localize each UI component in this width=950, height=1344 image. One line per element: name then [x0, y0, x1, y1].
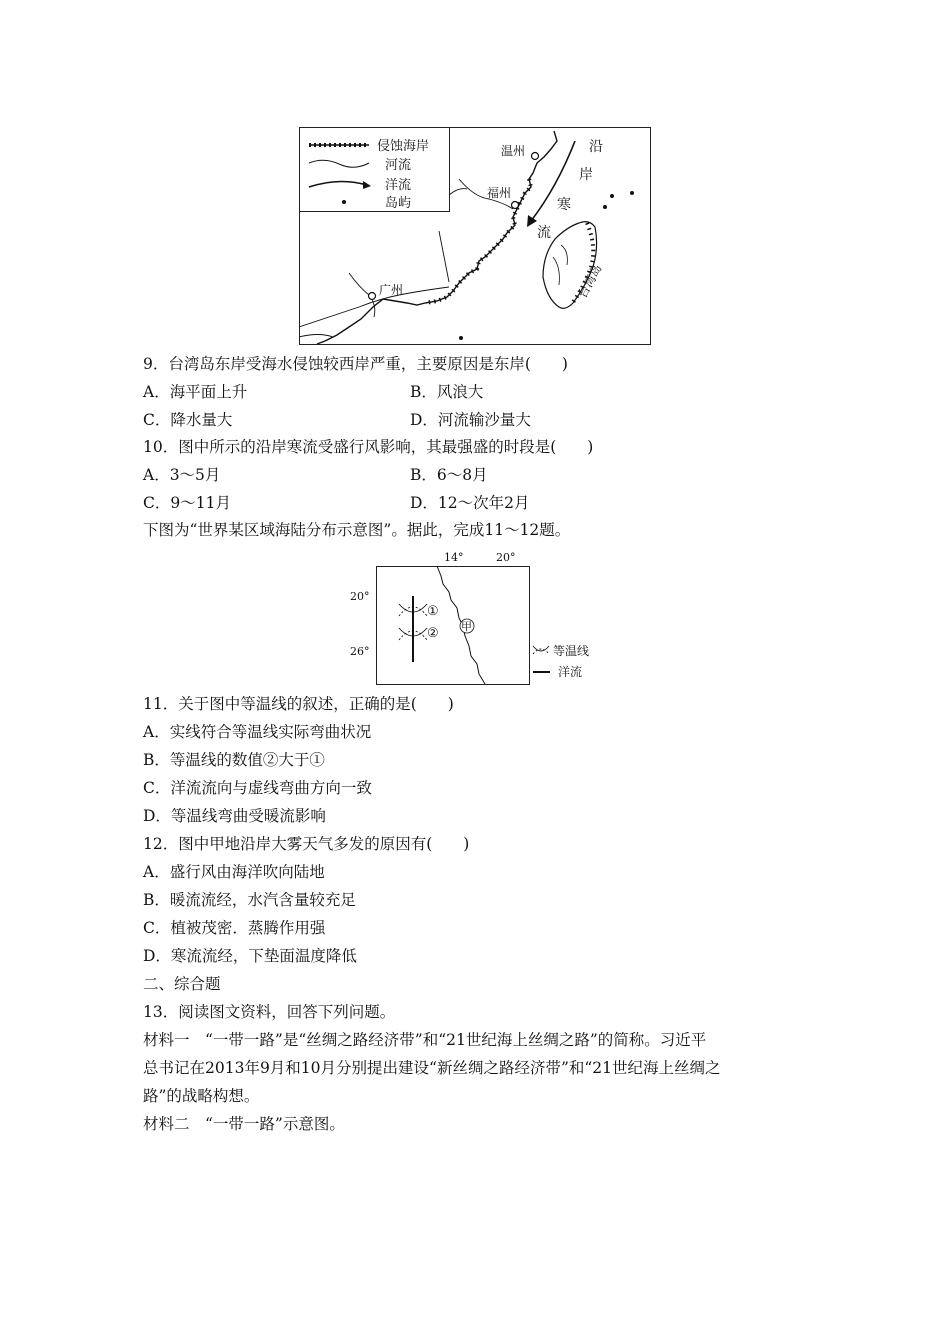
coast-erosion-map	[299, 127, 651, 345]
q10-option-d: D．12～次年2月	[410, 494, 530, 512]
svg-text:等温线: 等温线	[553, 644, 590, 658]
question-10-stem: 10．图中所示的沿岸寒流受盛行风影响，其最强盛的时段是( )	[143, 438, 594, 456]
svg-text:河流: 河流	[385, 158, 412, 173]
island-dot	[630, 191, 634, 195]
place-jia: 甲	[461, 620, 472, 633]
intro-map2: 下图为“世界某区域海陆分布示意图”。据此，完成11～12题。	[143, 521, 571, 539]
q10-option-a: A．3～5月	[143, 466, 221, 484]
svg-text:洋流: 洋流	[558, 665, 583, 679]
svg-text:沿: 沿	[589, 139, 603, 155]
question-13-stem: 13．阅读图文资料，回答下列问题。	[143, 1003, 396, 1021]
q11-option-b: B．等温线的数值②大于①	[143, 751, 325, 769]
q10-option-c: C．9～11月	[143, 494, 231, 512]
svg-text:温州: 温州	[501, 144, 526, 158]
material-1-line-1: 材料一 “一带一路”是“丝绸之路经济带”和“21世纪海上丝绸之路”的简称。习近平	[143, 1031, 707, 1049]
svg-text:福州: 福州	[487, 186, 512, 200]
marker-2: ②	[427, 626, 439, 641]
marker-1: ①	[427, 604, 439, 619]
svg-text:广州: 广州	[379, 283, 404, 297]
sea-land-map	[345, 548, 607, 690]
q9-option-a: A．海平面上升	[143, 383, 248, 401]
material-1-line-2: 总书记在2013年9月和10月分别提出建设“新丝绸之路经济带”和“21世纪海上丝绸之	[143, 1059, 721, 1077]
question-11-stem: 11．关于图中等温线的叙述，正确的是( )	[143, 695, 454, 713]
q10-option-b: B．6～8月	[410, 466, 488, 484]
svg-text:流: 流	[537, 225, 551, 241]
q11-option-c: C．洋流流向与虚线弯曲方向一致	[143, 779, 372, 797]
svg-text:14°: 14°	[444, 551, 464, 564]
question-9-stem: 9．台湾岛东岸受海水侵蚀较西岸严重，主要原因是东岸( )	[143, 355, 568, 373]
island-dot	[459, 336, 463, 340]
svg-text:岛屿: 岛屿	[385, 196, 412, 211]
material-1-line-3: 路”的战略构想。	[143, 1087, 260, 1105]
q12-option-c: C．植被茂密．蒸腾作用强	[143, 919, 326, 937]
svg-text:26°: 26°	[350, 645, 370, 658]
island-dot	[603, 205, 607, 209]
svg-text:侵蚀海岸: 侵蚀海岸	[377, 139, 430, 154]
svg-text:洋流: 洋流	[385, 178, 412, 193]
island-dot	[610, 194, 614, 198]
q9-option-d: D．河流输沙量大	[410, 411, 531, 429]
q11-option-a: A．实线符合等温线实际弯曲状况	[143, 723, 372, 741]
q9-option-b: B．风浪大	[410, 383, 484, 401]
q12-option-d: D．寒流流经，下垫面温度降低	[143, 947, 357, 965]
legend-current	[533, 664, 582, 679]
svg-text:岸: 岸	[579, 167, 593, 183]
section-heading: 二、综合题	[143, 975, 221, 993]
svg-text:20°: 20°	[350, 590, 370, 603]
svg-text:台湾岛: 台湾岛	[575, 262, 605, 301]
q11-option-d: D．等温线弯曲受暖流影响	[143, 807, 326, 825]
q12-option-b: B．暖流流经，水汽含量较充足	[143, 891, 356, 909]
question-12-stem: 12．图中甲地沿岸大雾天气多发的原因有( )	[143, 835, 470, 853]
legend-isotherm	[533, 643, 589, 658]
q12-option-a: A．盛行风由海洋吹向陆地	[143, 863, 325, 881]
svg-text:寒: 寒	[557, 197, 571, 213]
svg-text:20°: 20°	[496, 551, 516, 564]
q9-option-c: C．降水量大	[143, 411, 233, 429]
material-2: 材料二 “一带一路”示意图。	[143, 1115, 345, 1133]
